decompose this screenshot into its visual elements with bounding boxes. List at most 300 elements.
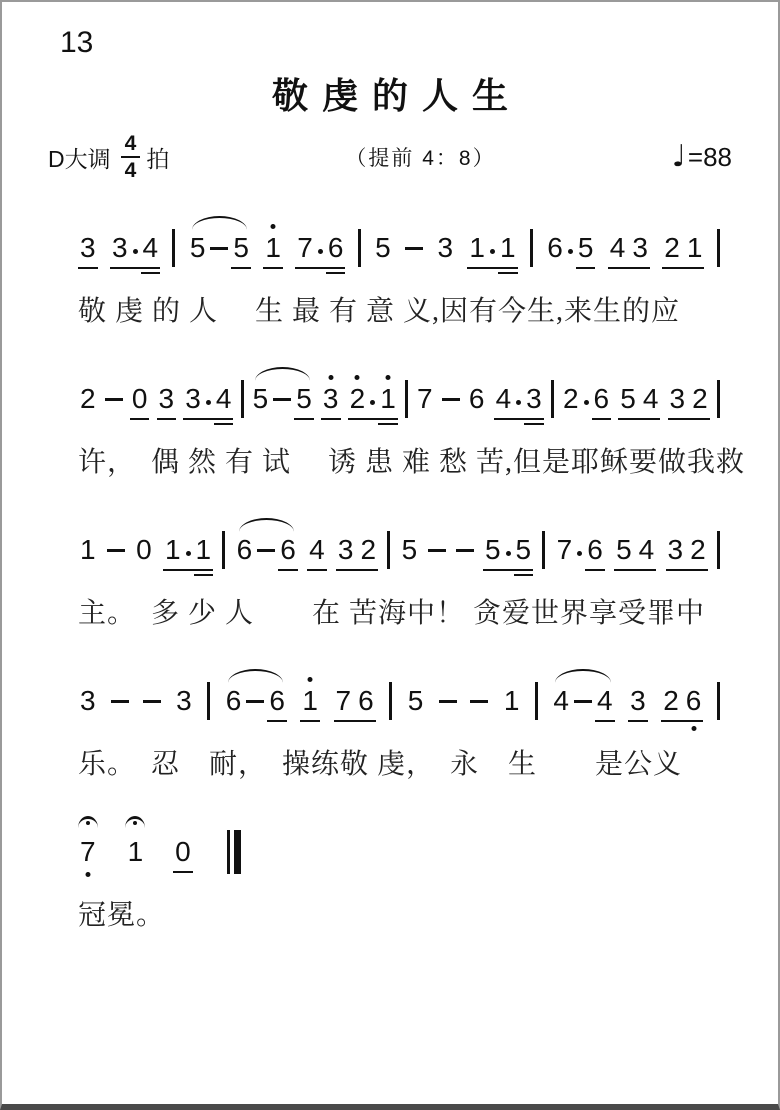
duration-dot (577, 551, 582, 556)
note (188, 231, 208, 265)
duration-dash (210, 247, 228, 250)
note-digit: 4 (309, 534, 325, 565)
note (78, 533, 98, 567)
note-group (545, 231, 595, 265)
duration-dash (574, 700, 592, 703)
rest-note (130, 382, 150, 416)
note-digit: 6 (280, 534, 296, 565)
beam-underline (300, 720, 320, 722)
note-digit: 1 (164, 534, 181, 565)
note (141, 231, 161, 265)
note-digit: 5 (620, 383, 636, 414)
note (278, 533, 298, 567)
beam-underline (263, 267, 283, 269)
beam-underline (661, 720, 703, 722)
note-digit: 0 (131, 383, 148, 414)
beam-underline (378, 423, 398, 425)
barline (551, 380, 554, 418)
music-system (78, 678, 720, 782)
note-digit: 3 (185, 383, 201, 414)
note-digit: 2 (360, 534, 377, 565)
fermata-icon (125, 816, 145, 828)
slur-arc (255, 367, 310, 381)
note (326, 231, 346, 265)
note-digit: 5 (484, 534, 501, 565)
beam-underline (348, 418, 398, 420)
note (348, 382, 368, 416)
note (545, 231, 565, 265)
note-digit: 2 (562, 383, 579, 414)
note-digit: 5 (252, 383, 269, 414)
slur-arc (192, 216, 247, 230)
duration-dash (143, 700, 161, 703)
beam-underline (214, 423, 234, 425)
duration-dot (568, 249, 573, 254)
note (641, 382, 661, 416)
note-digit: 7 (335, 685, 352, 716)
note (592, 382, 612, 416)
note-digit: 1 (503, 685, 520, 716)
note (467, 231, 487, 265)
note (628, 684, 648, 718)
note-group (662, 231, 704, 265)
note (555, 533, 575, 567)
note (336, 533, 356, 567)
slurred-note-group (224, 684, 287, 718)
time-numerator: 4 (121, 133, 141, 158)
slurred-note-group (251, 382, 314, 416)
note-group (668, 382, 710, 416)
slur-arc (555, 669, 610, 683)
barline (717, 380, 720, 418)
note-digit: 6 (358, 685, 374, 716)
note (483, 533, 503, 567)
note-digit: 5 (233, 232, 249, 263)
note-digit: 4 (553, 685, 569, 716)
beam-underline (326, 272, 346, 274)
octave-dot-high (328, 375, 333, 380)
octave-dot-high (355, 375, 360, 380)
note-digit: 4 (215, 383, 232, 414)
song-title: 敬虔的人生 (271, 75, 522, 116)
beam-underline (334, 720, 376, 722)
notation-line (78, 225, 720, 271)
note-digit: 2 (663, 685, 679, 716)
note (585, 533, 605, 567)
note-digit: 4 (495, 383, 512, 414)
note-digit: 3 (322, 383, 339, 414)
duration-dot (370, 400, 375, 405)
note-digit: 1 (195, 534, 212, 565)
beam-underline (592, 418, 612, 420)
note (614, 533, 634, 567)
beam-underline (307, 569, 327, 571)
note-group (608, 231, 650, 265)
octave-dot-high (385, 375, 390, 380)
note-group (467, 231, 517, 265)
duration-dash (107, 549, 125, 552)
time-denominator: 4 (124, 159, 137, 182)
tempo-marking (671, 139, 732, 174)
beam-underline (321, 418, 341, 420)
note-digit: 1 (469, 232, 485, 263)
note-digit: 7 (556, 534, 573, 565)
barline (358, 229, 361, 267)
note-digit: 3 (667, 534, 684, 565)
note-digit: 3 (669, 383, 686, 414)
note (498, 231, 518, 265)
lyrics-line: 敬 虔 的 人 生 最 有 意 义,因有今生,来生的应 (78, 296, 681, 327)
note-group (618, 382, 660, 416)
duration-dash (405, 247, 423, 250)
note (78, 684, 98, 718)
note (630, 231, 650, 265)
note (668, 382, 688, 416)
note-digit: 3 (337, 534, 354, 565)
duration-dot (584, 400, 589, 405)
score-systems (78, 225, 746, 933)
note-digit: 2 (349, 383, 366, 414)
slurred-note-group (551, 684, 614, 718)
beam-underline (183, 418, 233, 420)
beam-underline (295, 267, 345, 269)
note-group (661, 684, 703, 718)
note-group (494, 382, 544, 416)
beam-underline (514, 574, 534, 576)
beam-underline (608, 267, 650, 269)
note-digit: 7 (417, 383, 433, 414)
duration-dot (186, 551, 191, 556)
score-header (48, 133, 732, 181)
note-digit: 6 (236, 534, 253, 565)
note (358, 533, 378, 567)
beam-underline (78, 267, 98, 269)
beam-underline (110, 267, 160, 269)
note (334, 684, 354, 718)
note (576, 231, 596, 265)
duration-dash (428, 549, 446, 552)
note-digit: 7 (297, 232, 313, 263)
note-digit: 4 (642, 383, 659, 414)
beam-underline (483, 569, 533, 571)
note (524, 382, 544, 416)
note-digit: 6 (269, 685, 285, 716)
music-system (78, 225, 720, 329)
note (494, 382, 514, 416)
note-digit: 1 (499, 232, 516, 263)
beam-underline (524, 423, 544, 425)
note (251, 382, 271, 416)
note (406, 684, 426, 718)
note (307, 533, 327, 567)
beam-underline (585, 569, 605, 571)
beam-underline (595, 720, 615, 722)
barline (387, 531, 390, 569)
note (295, 231, 315, 265)
note-digit: 6 (587, 534, 603, 565)
barline (405, 380, 408, 418)
note-digit: 5 (577, 232, 594, 263)
final-barline (227, 830, 241, 874)
octave-dot-low (85, 872, 90, 877)
beam-underline (628, 720, 648, 722)
note-digit: 5 (189, 232, 206, 263)
barline (717, 682, 720, 720)
note-group (348, 382, 398, 416)
note-group (183, 382, 233, 416)
lyrics-line: 冠冕。 (78, 900, 166, 931)
beam-underline (231, 267, 251, 269)
duration-dot (506, 551, 511, 556)
note (400, 533, 420, 567)
note-digit: 3 (80, 685, 96, 716)
note-group (163, 533, 213, 567)
note-digit: 3 (632, 232, 648, 263)
beam-underline (618, 418, 660, 420)
note (684, 684, 704, 718)
note (467, 382, 487, 416)
beam-underline (278, 569, 298, 571)
note (321, 382, 341, 416)
note-digit: 1 (686, 232, 703, 263)
note-digit: 1 (80, 534, 96, 565)
note (294, 382, 314, 416)
note (502, 684, 522, 718)
note (608, 231, 628, 265)
barline (241, 380, 244, 418)
note (163, 533, 183, 567)
note-group (483, 533, 533, 567)
note-group (295, 231, 345, 265)
note-digit: 2 (664, 232, 680, 263)
note-digit: 6 (547, 232, 563, 263)
note-group (555, 533, 605, 567)
note-group (561, 382, 611, 416)
note-digit: 7 (80, 836, 96, 867)
scripture-reference: （提前 4：8） (345, 147, 496, 170)
note-group (334, 684, 376, 718)
note (110, 231, 130, 265)
beam-underline (157, 418, 177, 420)
beam-underline (666, 569, 708, 571)
key-signature: D大调 (48, 145, 111, 172)
note-digit: 0 (175, 836, 191, 867)
note (514, 533, 534, 567)
duration-dot (490, 249, 495, 254)
note-group (336, 533, 378, 567)
beam-underline (662, 267, 704, 269)
barline (172, 229, 175, 267)
beam-underline (668, 418, 710, 420)
time-suffix: 拍 (146, 145, 170, 172)
beam-underline (194, 574, 214, 576)
note-digit: 1 (302, 685, 318, 716)
barline (535, 682, 538, 720)
note (373, 231, 393, 265)
note (618, 382, 638, 416)
note (78, 231, 98, 265)
note (561, 382, 581, 416)
note (690, 382, 710, 416)
final-barline-thick (234, 830, 241, 874)
slurred-note-group (188, 231, 251, 265)
duration-dot (133, 249, 138, 254)
note (183, 382, 203, 416)
note (157, 382, 177, 416)
note-digit: 4 (609, 232, 626, 263)
slur-arc (239, 518, 294, 532)
note (688, 533, 708, 567)
beam-underline (614, 569, 656, 571)
note-digit: 3 (80, 232, 96, 263)
note-digit: 1 (127, 836, 144, 867)
note (661, 684, 681, 718)
note-digit: 4 (597, 685, 613, 716)
note (267, 684, 287, 718)
beam-underline (494, 418, 544, 420)
slur-arc (228, 669, 283, 683)
note-digit: 3 (111, 232, 128, 263)
duration-dot (206, 400, 211, 405)
duration-dash (470, 700, 488, 703)
rest-note (173, 835, 193, 869)
barline (389, 682, 392, 720)
notation-line (78, 678, 720, 724)
note-digit: 5 (375, 232, 391, 263)
note (415, 382, 435, 416)
beam-underline (163, 569, 213, 571)
beam-underline (576, 267, 596, 269)
lyrics-line: 主。 多 少 人 在 苦海中！ 贪爱世界享受罪中 (78, 598, 706, 629)
tempo-value: =88 (687, 141, 732, 172)
note (551, 684, 571, 718)
note (224, 684, 244, 718)
beam-underline (141, 272, 161, 274)
quarter-note-icon: ♩ (671, 139, 686, 174)
slurred-note-group (235, 533, 298, 567)
note-digit: 4 (638, 534, 655, 565)
duration-dash (105, 398, 123, 401)
beam-underline (467, 267, 517, 269)
note-digit: 3 (526, 383, 542, 414)
note-digit: 5 (401, 534, 418, 565)
rest-note (134, 533, 154, 567)
note-digit: 5 (407, 685, 424, 716)
key-and-time-signature (48, 133, 169, 181)
note-digit: 3 (158, 383, 175, 414)
octave-dot-low (691, 726, 696, 731)
duration-dash (246, 700, 264, 703)
final-barline-thin (227, 830, 230, 874)
note-digit: 6 (225, 685, 242, 716)
note (214, 382, 234, 416)
barline (717, 229, 720, 267)
note-digit: 6 (593, 383, 610, 414)
note (637, 533, 657, 567)
note (78, 382, 98, 416)
note (378, 382, 398, 416)
note-group (110, 231, 160, 265)
page-number: 13 (60, 26, 94, 59)
note (685, 231, 705, 265)
barline (207, 682, 210, 720)
note-digit: 6 (327, 232, 344, 263)
note-digit: 5 (515, 534, 532, 565)
lyrics-line: 许， 偶 然 有 试 诱 患 难 愁 苦,但是耶稣要做我救 (78, 447, 746, 478)
notation-line (78, 829, 720, 875)
note-digit: 4 (142, 232, 159, 263)
barline (717, 531, 720, 569)
beam-underline (173, 871, 193, 873)
note-digit: 2 (692, 383, 708, 414)
note (435, 231, 455, 265)
note (194, 533, 214, 567)
beam-underline (267, 720, 287, 722)
duration-dash (442, 398, 460, 401)
note-group (666, 533, 708, 567)
barline (530, 229, 533, 267)
note-digit: 5 (616, 534, 632, 565)
note-digit: 5 (296, 383, 312, 414)
note-digit: 2 (690, 534, 706, 565)
music-system (78, 376, 746, 480)
notation-line (78, 376, 720, 422)
note (235, 533, 255, 567)
octave-dot-high (308, 677, 313, 682)
note (595, 684, 615, 718)
note (356, 684, 376, 718)
note-group (614, 533, 656, 567)
note (300, 684, 320, 718)
note-digit: 3 (630, 685, 646, 716)
lyrics-line: 乐。 忍 耐， 操练敬 虔， 永 生 是公义 (78, 749, 683, 780)
duration-dash (273, 398, 291, 401)
note-digit: 3 (176, 685, 192, 716)
octave-dot-high (271, 224, 276, 229)
duration-dash (439, 700, 457, 703)
note-digit: 1 (265, 232, 281, 263)
music-system (78, 527, 720, 631)
note (126, 835, 146, 869)
note-digit: 1 (380, 383, 396, 414)
duration-dash (257, 549, 275, 552)
beam-underline (294, 418, 314, 420)
note (263, 231, 283, 265)
note-digit: 0 (136, 534, 152, 565)
beam-underline (498, 272, 518, 274)
note-digit: 3 (437, 232, 454, 263)
barline (542, 531, 545, 569)
notation-line (78, 527, 720, 573)
note (231, 231, 251, 265)
note-digit: 2 (80, 383, 96, 414)
music-system (78, 829, 720, 933)
note (174, 684, 194, 718)
duration-dot (516, 400, 521, 405)
note-digit: 6 (685, 685, 702, 716)
duration-dot (318, 249, 323, 254)
fermata-icon (78, 816, 98, 828)
note (662, 231, 682, 265)
duration-dash (456, 549, 474, 552)
note (78, 835, 98, 869)
barline (222, 531, 225, 569)
note (666, 533, 686, 567)
beam-underline (336, 569, 378, 571)
note-digit: 6 (468, 383, 485, 414)
duration-dash (111, 700, 129, 703)
time-signature (121, 133, 141, 181)
